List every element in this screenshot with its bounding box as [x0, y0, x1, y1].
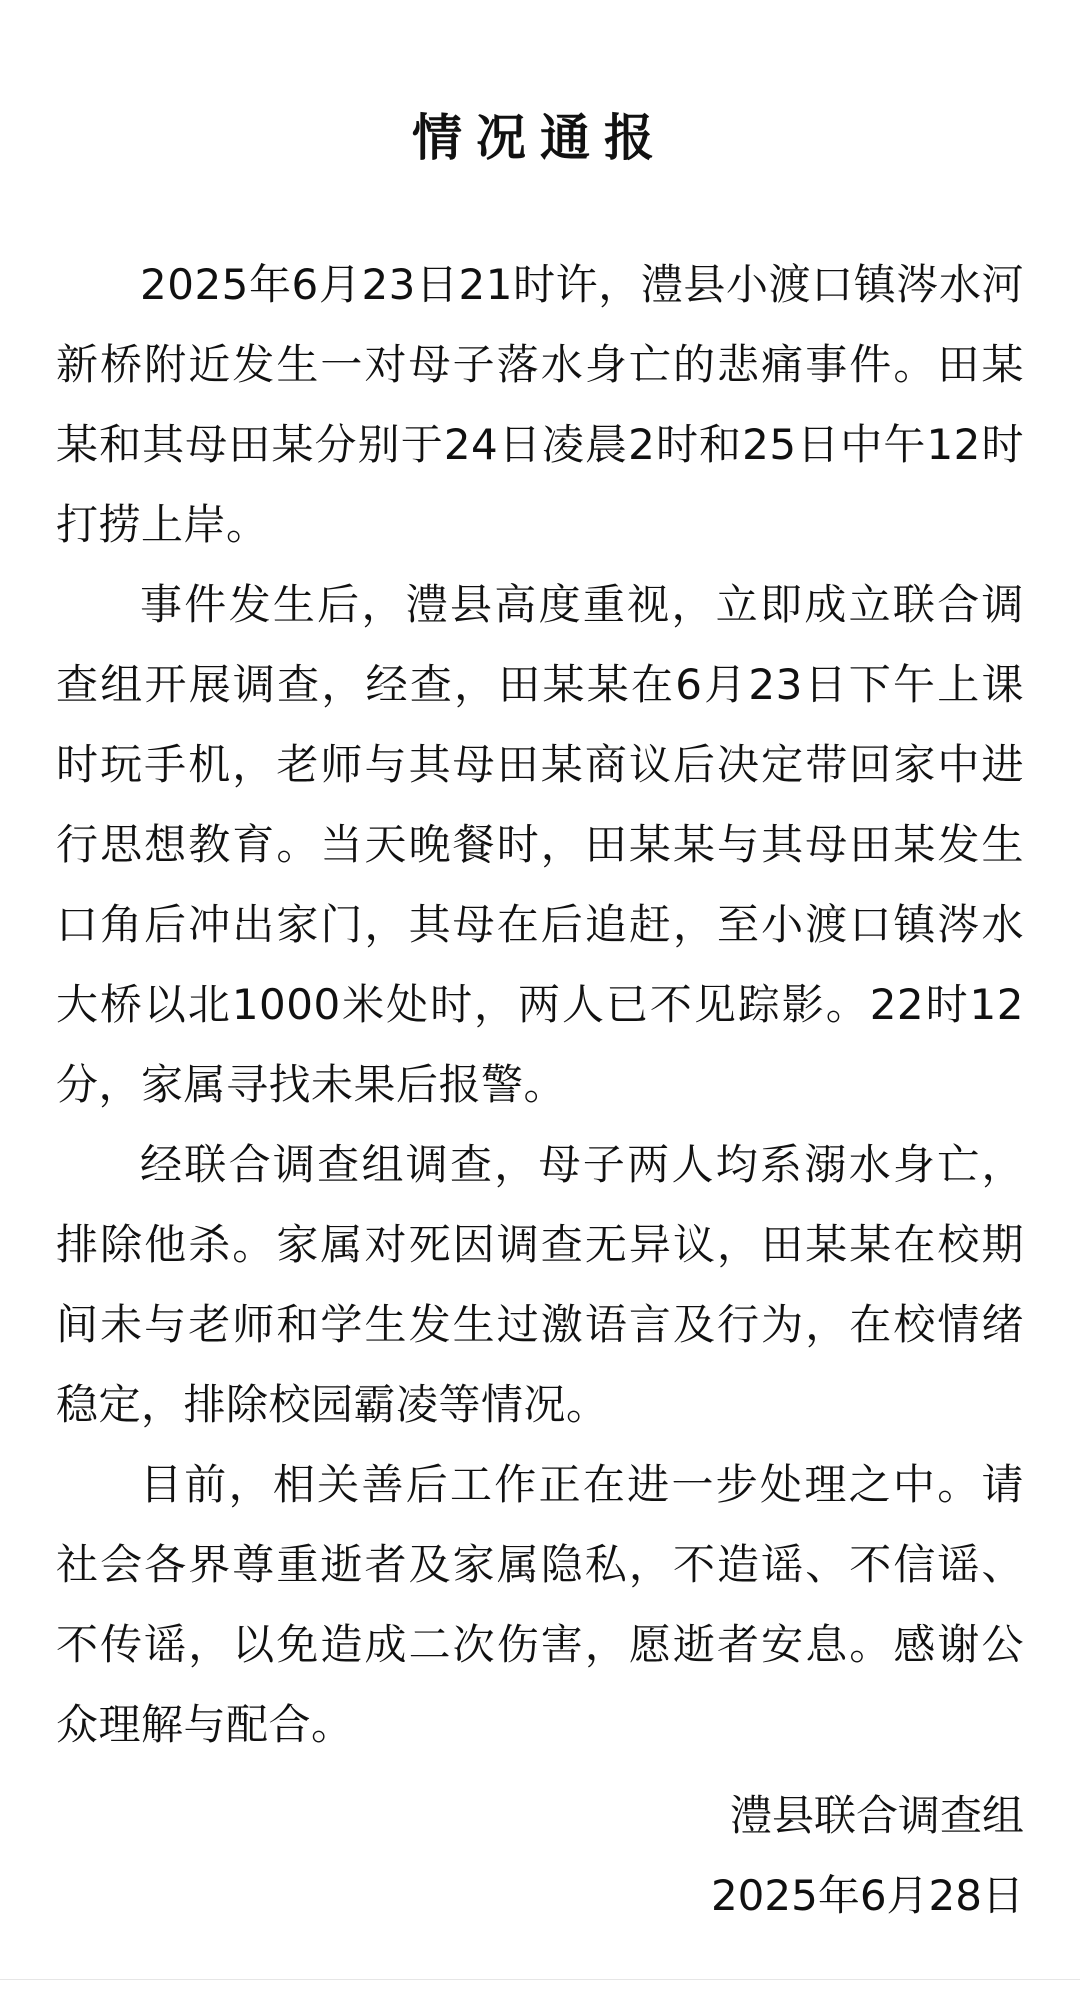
paragraph-incident: 2025年6月23日21时许，澧县小渡口镇涔水河新桥附近发生一对母子落水身亡的悲痛事件。田某某和其母田某分别于24日凌晨2时和25日中午12时打捞上岸。	[56, 260, 1024, 549]
issue-date: 2025年6月28日	[710, 1871, 1024, 1920]
paragraph-appeal: 目前，相关善后工作正在进一步处理之中。请社会各界尊重逝者及家属隐私，不造谣、不信谣、不传谣，以免造成二次伤害，愿逝者安息。感谢公众理解与配合。	[56, 1460, 1024, 1749]
notice-body	[56, 245, 1024, 1765]
paragraph-findings: 经联合调查组调查，母子两人均系溺水身亡，排除他杀。家属对死因调查无异议，田某某在校期间未与老师和学生发生过激语言及行为，在校情绪稳定，排除校园霸凌等情况。	[56, 1140, 1024, 1429]
notice-title: 情况通报	[412, 109, 668, 167]
paragraph-investigation: 事件发生后，澧县高度重视，立即成立联合调查组开展调查，经查，田某某在6月23日下午上课时玩手机，老师与其母田某商议后决定带回家中进行思想教育。当天晚餐时，田某某与其母田某发生口角后冲出家门，其母在后追赶，至小渡口镇涔水大桥以北1000米处时，两人已不见踪影。22时12分，家属寻找未果后报警。	[56, 580, 1024, 1109]
bottom-divider	[0, 1979, 1080, 1980]
signature-block	[711, 1776, 1024, 1936]
issuer-name: 澧县联合调查组	[729, 1791, 1024, 1840]
